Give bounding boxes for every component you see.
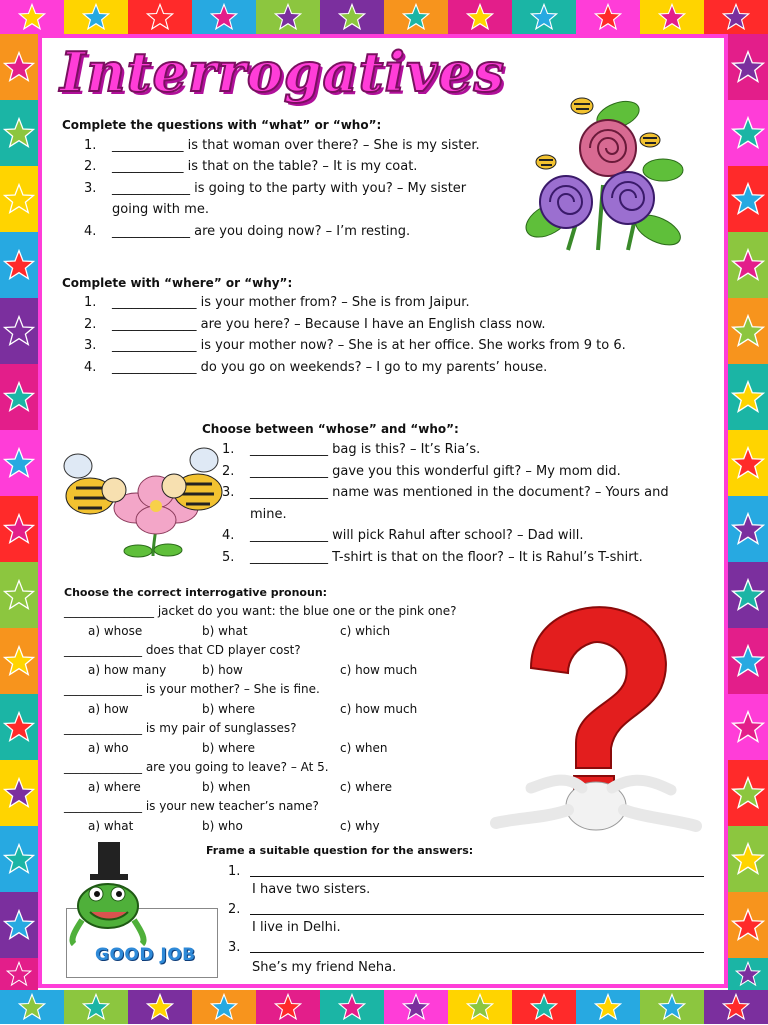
- star-icon: [3, 183, 35, 215]
- list-item-number: 1.: [228, 864, 241, 879]
- mc-option-b[interactable]: b) what: [202, 624, 248, 638]
- star-icon: [3, 513, 35, 545]
- section5-heading: Frame a suitable question for the answers:: [206, 844, 474, 857]
- star-icon: [3, 315, 35, 347]
- mc-option-a[interactable]: a) whose: [88, 624, 143, 638]
- list-item: 4. ____________ are you doing now? – I’m resting.: [84, 224, 411, 239]
- star-icon: [731, 710, 765, 744]
- star-icon: [3, 249, 35, 281]
- list-item: 1. _____________ is your mother from? – She is from Jaipur.: [84, 295, 470, 310]
- worksheet-page: [38, 34, 728, 988]
- mc-option-b[interactable]: b) where: [202, 702, 255, 716]
- section2-heading: Complete with “where” or “why”:: [62, 276, 293, 290]
- star-icon: [594, 993, 622, 1021]
- section4-heading: Choose the correct interrogative pronoun:: [64, 586, 328, 599]
- star-icon: [731, 644, 765, 678]
- section1-heading: Complete the questions with “what” or “who”:: [62, 118, 382, 132]
- mc-option-b[interactable]: b) where: [202, 741, 255, 755]
- list-item: 3. ____________ name was mentioned in the document? – Yours and: [222, 485, 669, 500]
- star-icon: [731, 116, 765, 150]
- mc-option-a[interactable]: a) what: [88, 819, 134, 833]
- frog-top-hat-illustration: [60, 836, 156, 946]
- list-item: 4. _____________ do you go on weekends? – I go to my parents’ house.: [84, 360, 548, 375]
- star-icon: [3, 909, 35, 941]
- star-icon: [3, 117, 35, 149]
- mc-option-b[interactable]: b) how: [202, 663, 243, 677]
- list-item: 5. ____________ T-shirt is that on the floor? – It is Rahul’s T-shirt.: [222, 550, 643, 565]
- star-icon: [3, 447, 35, 479]
- list-item: 3. _____________ is your mother now? – She is at her office. She works from 9 to 6.: [84, 338, 626, 353]
- star-icon: [731, 908, 765, 942]
- answer-text: I have two sisters.: [252, 882, 371, 897]
- star-icon: [338, 3, 366, 31]
- section3-heading: Choose between “whose” and “who”:: [202, 422, 459, 436]
- star-icon: [466, 3, 494, 31]
- list-item: 2. _____________ are you here? – Because I have an English class now.: [84, 317, 546, 332]
- list-item-number: 3.: [228, 940, 241, 955]
- answer-text: She’s my friend Neha.: [252, 960, 397, 975]
- list-item: 4. ____________ will pick Rahul after school? – Dad will.: [222, 528, 584, 543]
- mc-option-c[interactable]: c) where: [340, 780, 392, 794]
- star-icon: [722, 3, 750, 31]
- star-icon: [18, 993, 46, 1021]
- star-icon: [402, 3, 430, 31]
- mc-option-c[interactable]: c) how much: [340, 702, 418, 716]
- bees-flower-illustration: [58, 446, 228, 566]
- star-icon: [3, 711, 35, 743]
- star-icon: [3, 645, 35, 677]
- mc-question: _______________ jacket do you want: the blue one or the pink one?: [64, 604, 457, 618]
- page-title: Interrogatives: [60, 40, 506, 104]
- star-icon: [210, 993, 238, 1021]
- mc-option-a[interactable]: a) how many: [88, 663, 167, 677]
- mc-question: _____________ is your new teacher’s name?: [64, 799, 319, 813]
- star-icon: [658, 3, 686, 31]
- mc-option-c[interactable]: c) why: [340, 819, 380, 833]
- star-icon: [146, 993, 174, 1021]
- star-icon: [530, 993, 558, 1021]
- star-icon: [731, 578, 765, 612]
- star-icon: [466, 993, 494, 1021]
- star-icon: [731, 512, 765, 546]
- good-job-text: GOOD JOB: [95, 945, 196, 965]
- star-icon: [274, 993, 302, 1021]
- star-icon: [338, 993, 366, 1021]
- flowers-bees-illustration: [508, 90, 708, 260]
- star-icon: [210, 3, 238, 31]
- mc-question: _____________ does that CD player cost?: [64, 643, 301, 657]
- list-item: 1. ____________ bag is this? – It’s Ria’s.: [222, 442, 481, 457]
- star-icon: [731, 446, 765, 480]
- star-icon: [274, 3, 302, 31]
- star-icon: [18, 3, 46, 31]
- answer-line[interactable]: [250, 914, 704, 915]
- list-item: 3. ____________ is going to the party with you? – My sister: [84, 181, 467, 196]
- mc-option-c[interactable]: c) which: [340, 624, 391, 638]
- mc-question: _____________ is my pair of sunglasses?: [64, 721, 297, 735]
- star-icon: [731, 50, 765, 84]
- star-icon: [3, 51, 35, 83]
- star-icon: [722, 993, 750, 1021]
- list-item: mine.: [250, 507, 287, 522]
- star-icon: [6, 961, 32, 987]
- mc-question: _____________ are you going to leave? – At 5.: [64, 760, 329, 774]
- star-icon: [731, 776, 765, 810]
- star-icon: [3, 843, 35, 875]
- star-icon: [146, 3, 174, 31]
- mc-option-a[interactable]: a) who: [88, 741, 129, 755]
- star-icon: [658, 993, 686, 1021]
- star-icon: [594, 3, 622, 31]
- star-icon: [82, 993, 110, 1021]
- star-icon: [731, 842, 765, 876]
- answer-text: I live in Delhi.: [252, 920, 341, 935]
- star-icon: [731, 248, 765, 282]
- star-icon: [731, 182, 765, 216]
- list-item: 2. ____________ gave you this wonderful gift? – My mom did.: [222, 464, 621, 479]
- list-item: going with me.: [112, 202, 209, 217]
- mc-question: _____________ is your mother? – She is fine.: [64, 682, 320, 696]
- list-item-number: 2.: [228, 902, 241, 917]
- answer-line[interactable]: [250, 876, 704, 877]
- mc-option-c[interactable]: c) how much: [340, 663, 418, 677]
- mc-option-b[interactable]: b) who: [202, 819, 243, 833]
- star-icon: [3, 579, 35, 611]
- mc-option-a[interactable]: a) where: [88, 780, 141, 794]
- question-mark-figure-illustration: [486, 598, 726, 838]
- star-icon: [530, 3, 558, 31]
- star-icon: [3, 381, 35, 413]
- answer-line[interactable]: [250, 952, 704, 953]
- mc-option-b[interactable]: b) when: [202, 780, 251, 794]
- star-icon: [731, 380, 765, 414]
- list-item: 2. ___________ is that on the table? – It is my coat.: [84, 159, 418, 174]
- star-icon: [731, 314, 765, 348]
- mc-option-c[interactable]: c) when: [340, 741, 388, 755]
- star-icon: [402, 993, 430, 1021]
- list-item: 1. ___________ is that woman over there? – She is my sister.: [84, 138, 480, 153]
- star-icon: [735, 961, 761, 987]
- mc-option-a[interactable]: a) how: [88, 702, 129, 716]
- star-icon: [3, 777, 35, 809]
- star-icon: [82, 3, 110, 31]
